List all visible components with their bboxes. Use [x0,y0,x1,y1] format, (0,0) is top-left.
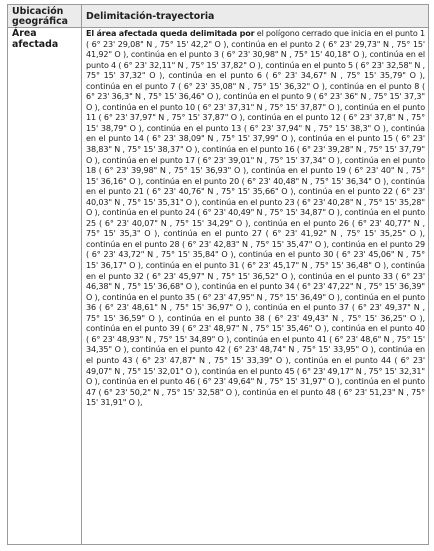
row-label-area: Área afectada [12,28,59,50]
table-header-row [8,5,429,28]
row-label-cell [8,28,82,545]
header-cell-delimitation [82,5,429,28]
header-location-label: Ubicación geográfica [12,6,69,27]
header-delimitation-label: Delimitación-trayectoria [86,11,215,22]
paragraph-lead-bold: El área afectada queda delimitada por [86,29,255,38]
delimitation-paragraph [82,28,428,409]
table-row [8,28,429,545]
paragraph-body-text: el polígono cerrado que inicia en el punto 1 ( 6° 23' 29,08" N , 75° 15' 42,2" O ), continúa en el punto 2 ( 6° 23' 29,73" N , 75° 15' 41,92" O ), continúa en el punto 3 ( 6° 23' 30,98" N , 75° 15' 40,18" O ), continúa en el punto 4 ( 6° 23' 32,11" N , 75° 15' 37,82" O ), continúa en el punto 5 ( 6° 23' 32,58" N , 75° 15' 37,32" O ), continúa en el punto 6 ( 6° 23' 34,67" N , 75° 15' 35,79" O ), continúa en el punto 7 ( 6° 23' 35,08" N , 75° 15' 36,32" O ), continúa en el punto 8 ( 6° 23' 36,3" N , 75° 15' 36,46" O ), continúa en el punto 9 ( 6° 23' 36" N , 75° 15' 37,3" O ), continúa en el punto 10 ( 6° 23' 37,31" N , 75° 15' 37,87" O ), continúa en el punto 11 ( 6° 23' 37,97" N , 75° 15' 37,87" O ), continúa en el punto 12 ( 6° 23' 37,8" N , 75° 15' 38,79" O ), continúa en el punto 13 ( 6° 23' 37,94" N , 75° 15' 38,3" O ), continúa en el punto 14 ( 6° 23' 38,09" N , 75° 15' 37,99" O ), continúa en el punto 15 ( 6° 23' 38,83" N , 75° 15' 38,37" O ), continúa en el punto 16 ( 6° 23' 39,28" N , 75° 15' 37,79" O ), continúa en el punto 17 ( 6° 23' 39,01" N , 75° 15' 37,34" O ), continúa en el punto 18 ( 6° 23' 39,98" N , 75° 15' 36,93" O ), continúa en el punto 19 ( 6° 23' 40" N , 75° 15' 36,16" O ), continúa en el punto 20 ( 6° 23' 40,48" N , 75° 15' 36,34" O ), continúa en el punto 21 ( 6° 23' 40,76" N , 75° 15' 35,66" O ), continúa en el punto 22 ( 6° 23' 40,03" N , 75° 15' 35,31" O ), continúa en el punto 23 ( 6° 23' 40,28" N , 75° 15' 35,28" O ), continúa en el punto 24 ( 6° 23' 40,49" N , 75° 15' 34,87" O ), continúa en el punto 25 ( 6° 23' 40,07" N , 75° 15' 34,29" O ), continúa en el punto 26 ( 6° 23' 40,77" N , 75° 15' 35,3" O ), continúa en el punto 27 ( 6° 23' 41,92" N , 75° 15' 35,25" O ), continúa en el punto 28 ( 6° 23' 42,83" N , 75° 15' 35,47" O ), continúa en el punto 29 ( 6° 23' 43,72" N , 75° 15' 35,84" O ), continúa en el punto 30 ( 6° 23' 45,06" N , 75° 15' 36,17" O ), continúa en el punto 31 ( 6° 23' 45,17" N , 75° 15' 36,48" O ), continúa en el punto 32 ( 6° 23' 45,97" N , 75° 15' 36,52" O ), continúa en el punto 33 ( 6° 23' 46,38" N , 75° 15' 36,68" O ), continúa en el punto 34 ( 6° 23' 47,22" N , 75° 15' 36,39" O ), continúa en el punto 35 ( 6° 23' 47,95" N , 75° 15' 36,49" O ), continúa en el punto 36 ( 6° 23' 48,61" N , 75° 15' 36,97" O ), continúa en el punto 37 ( 6° 23' 49,37" N , 75° 15' 36,59" O ), continúa en el punto 38 ( 6° 23' 49,43" N , 75° 15' 36,25" O ), continúa en el punto 39 ( 6° 23' 48,97" N , 75° 15' 35,46" O ), continúa en el punto 40 ( 6° 23' 48,93" N , 75° 15' 34,89" O ), continúa en el punto 41 ( 6° 23' 48,6" N , 75° 15' 34,35" O ), continúa en el punto 42 ( 6° 23' 48,74" N , 75° 15' 33,95" O ), continúa en el punto 43 ( 6° 23' 47,87" N , 75° 15' 33,39" O ), continúa en el punto 44 ( 6° 23' 49,07" N , 75° 15' 32,01" O ), continúa en el punto 45 ( 6° 23' 49,17" N , 75° 15' 32,31" O ), continúa en el punto 46 ( 6° 23' 49,64" N , 75° 15' 31,97" O ), continúa en el punto 47 ( 6° 23' 50,2" N , 75° 15' 32,58" O ), continúa en el punto 48 ( 6° 23' 51,23" N , 75° 15' 31,91" O ), [86,29,425,408]
row-text-cell [82,28,429,545]
delimitation-table [7,4,429,545]
header-cell-location [8,5,82,28]
